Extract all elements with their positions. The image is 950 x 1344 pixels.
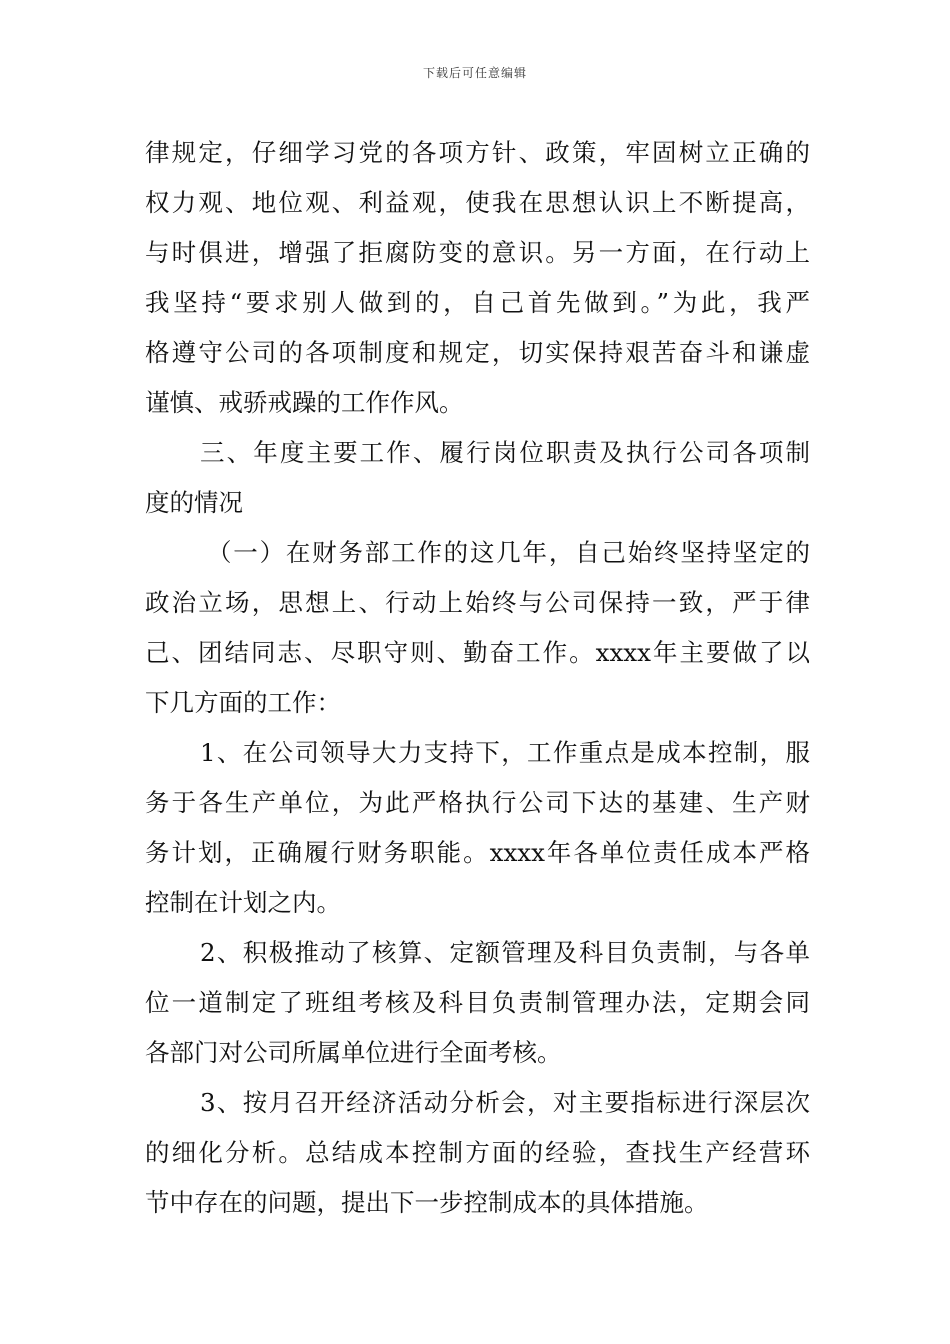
list-item-line: 务计划，正确履行财务职能。xxxx年各单位责任成本严格	[145, 838, 810, 867]
list-item-line: 各部门对公司所属单位进行全面考核。	[145, 1038, 562, 1067]
text-line: 政治立场，思想上、行动上始终与公司保持一致，严于律	[145, 588, 810, 617]
text-line: 与时俱进，增强了拒腐防变的意识。另一方面，在行动上	[145, 238, 810, 267]
list-item-line: 2、积极推动了核算、定额管理及科目负责制，与各单	[200, 938, 810, 967]
text-line: 己、团结同志、尽职守则、勤奋工作。xxxx年主要做了以	[145, 638, 810, 667]
document-body	[145, 128, 810, 1228]
text-line: 谨慎、戒骄戒躁的工作作风。	[145, 388, 464, 417]
text-line: 下几方面的工作：	[145, 688, 341, 717]
list-item-line: 1、在公司领导大力支持下，工作重点是成本控制，服	[200, 738, 810, 767]
text-line: 格遵守公司的各项制度和规定，切实保持艰苦奋斗和谦虚	[145, 338, 810, 367]
text-line: （一）在财务部工作的这几年，自己始终坚持坚定的	[207, 538, 810, 567]
text-line: 我坚持“要求别人做到的，自己首先做到。”为此，我严	[145, 288, 810, 317]
list-item-line: 位一道制定了班组考核及科目负责制管理办法，定期会同	[145, 988, 810, 1017]
text-line: 权力观、地位观、利益观，使我在思想认识上不断提高，	[145, 188, 810, 217]
section-heading-line: 三、年度主要工作、履行岗位职责及执行公司各项制	[200, 438, 810, 467]
page-header: 下载后可任意编辑	[422, 66, 527, 80]
text-line: 律规定，仔细学习党的各项方针、政策，牢固树立正确的	[145, 138, 810, 167]
list-item-line: 节中存在的问题，提出下一步控制成本的具体措施。	[145, 1188, 709, 1217]
list-item-line: 3、按月召开经济活动分析会，对主要指标进行深层次	[200, 1088, 810, 1117]
list-item-line: 控制在计划之内。	[145, 888, 341, 917]
list-item-line: 的细化分析。总结成本控制方面的经验，查找生产经营环	[145, 1138, 810, 1167]
list-item-line: 务于各生产单位，为此严格执行公司下达的基建、生产财	[145, 788, 810, 817]
section-heading-line: 度的情况	[145, 488, 243, 517]
